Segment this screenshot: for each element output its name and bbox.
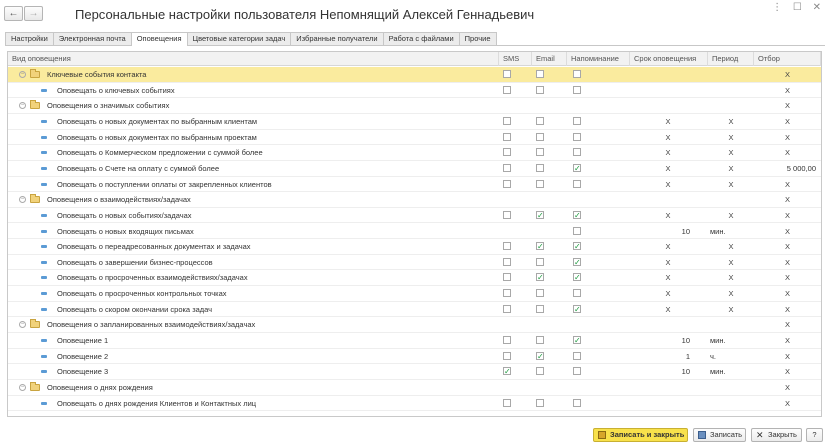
reminder-checkbox[interactable]: ✓ bbox=[574, 210, 581, 220]
reminder-checkbox[interactable] bbox=[573, 133, 581, 141]
collapse-toggle-icon[interactable]: − bbox=[20, 71, 25, 77]
tab-0[interactable]: Настройки bbox=[5, 32, 54, 45]
notification-item-icon bbox=[41, 402, 47, 405]
sms-checkbox[interactable] bbox=[503, 117, 511, 125]
email-checkbox[interactable]: ✓ bbox=[537, 273, 544, 283]
save-label: Записать bbox=[710, 430, 743, 439]
collapse-toggle-icon[interactable]: − bbox=[20, 384, 25, 390]
tab-1[interactable]: Электронная почта bbox=[53, 32, 132, 45]
notifications-table bbox=[7, 51, 822, 417]
column-header-sms[interactable]: SMS bbox=[499, 52, 532, 66]
row-name: Оповещать о поступлении оплаты от закрепленных клиентов bbox=[57, 179, 272, 189]
reminder-checkbox[interactable] bbox=[573, 289, 581, 297]
save-and-close-label: Записать и закрыть bbox=[610, 430, 685, 439]
email-checkbox[interactable]: ✓ bbox=[537, 210, 544, 220]
reminder-checkbox[interactable] bbox=[573, 117, 581, 125]
notification-item-icon bbox=[41, 308, 47, 311]
notification-item-icon bbox=[41, 89, 47, 92]
tab-6[interactable]: Прочие bbox=[459, 32, 497, 45]
row-name: Оповещать о новых входящих письмах bbox=[57, 226, 194, 236]
term-cell[interactable]: X bbox=[665, 289, 671, 299]
period-cell[interactable]: мин. bbox=[710, 226, 726, 236]
table-row[interactable] bbox=[8, 130, 821, 146]
table-row[interactable] bbox=[8, 114, 821, 130]
filter-cell[interactable]: X bbox=[784, 320, 790, 330]
table-row[interactable] bbox=[8, 255, 821, 271]
tab-4[interactable]: Избранные получатели bbox=[290, 32, 383, 45]
term-cell[interactable]: X bbox=[665, 116, 671, 126]
row-name: Оповещения о взаимодействиях/задачах bbox=[47, 195, 191, 205]
reminder-checkbox[interactable]: ✓ bbox=[574, 336, 581, 346]
tab-divider bbox=[5, 45, 825, 46]
filter-cell[interactable]: 5 000,00 bbox=[786, 163, 816, 173]
filter-cell[interactable]: X bbox=[784, 70, 790, 79]
row-name: Оповещение 1 bbox=[57, 336, 109, 346]
email-checkbox[interactable] bbox=[536, 86, 544, 94]
table-row[interactable] bbox=[8, 396, 821, 412]
notification-item-icon bbox=[41, 136, 47, 139]
reminder-checkbox[interactable] bbox=[573, 399, 581, 407]
sms-checkbox[interactable] bbox=[503, 86, 511, 94]
table-row[interactable] bbox=[8, 270, 821, 286]
row-name: Оповещение 2 bbox=[57, 351, 109, 361]
reminder-checkbox[interactable]: ✓ bbox=[574, 273, 581, 283]
group-row[interactable] bbox=[8, 380, 821, 396]
row-name: Оповещать о ключевых событиях bbox=[57, 85, 175, 95]
tab-2[interactable]: Оповещения bbox=[131, 32, 188, 46]
filter-cell[interactable]: X bbox=[784, 383, 790, 392]
row-name: Оповещения о значимых событиях bbox=[47, 101, 170, 111]
notification-item-icon bbox=[41, 355, 47, 358]
period-cell[interactable]: X bbox=[728, 257, 734, 267]
folder-icon bbox=[30, 321, 40, 328]
close-button[interactable] bbox=[751, 428, 802, 442]
sms-checkbox[interactable]: ✓ bbox=[504, 367, 511, 377]
term-cell[interactable]: X bbox=[665, 210, 671, 220]
row-name: Ключевые события контакта bbox=[47, 70, 147, 79]
sms-checkbox[interactable] bbox=[503, 289, 511, 297]
row-name: Оповещение 3 bbox=[57, 367, 109, 377]
notification-item-icon bbox=[41, 183, 47, 186]
help-button[interactable]: ? bbox=[806, 428, 823, 442]
notification-item-icon bbox=[41, 339, 47, 342]
row-name: Оповещать о днях рождения Клиентов и Контактных лиц bbox=[57, 398, 257, 408]
filter-cell[interactable]: X bbox=[784, 398, 790, 408]
reminder-checkbox[interactable]: ✓ bbox=[574, 257, 581, 267]
filter-cell[interactable]: X bbox=[784, 85, 790, 95]
period-cell[interactable]: X bbox=[728, 163, 734, 173]
reminder-checkbox[interactable] bbox=[573, 86, 581, 94]
folder-icon bbox=[30, 102, 40, 109]
notification-item-icon bbox=[41, 370, 47, 373]
notification-item-icon bbox=[41, 120, 47, 123]
reminder-checkbox[interactable] bbox=[573, 367, 581, 375]
column-header-term[interactable]: Срок оповещения bbox=[630, 52, 708, 66]
email-checkbox[interactable] bbox=[536, 305, 544, 313]
reminder-checkbox[interactable] bbox=[573, 352, 581, 360]
email-checkbox[interactable] bbox=[536, 180, 544, 188]
term-cell[interactable]: X bbox=[665, 273, 671, 283]
row-name: Оповещать о Коммерческом предложении с суммой более bbox=[57, 148, 263, 158]
term-cell[interactable]: 10 bbox=[681, 367, 690, 377]
row-name: Оповещать о скором окончании срока задач bbox=[57, 304, 213, 314]
filter-cell[interactable]: X bbox=[784, 148, 790, 158]
back-arrow-icon[interactable]: ← bbox=[4, 6, 23, 21]
filter-cell[interactable]: X bbox=[784, 273, 790, 283]
column-header-reminder[interactable]: Напоминание bbox=[567, 52, 630, 66]
term-cell[interactable]: X bbox=[665, 163, 671, 173]
table-row[interactable] bbox=[8, 286, 821, 302]
notification-item-icon bbox=[41, 230, 47, 233]
notification-item-icon bbox=[41, 292, 47, 295]
folder-icon bbox=[30, 71, 40, 78]
group-row[interactable] bbox=[8, 192, 821, 208]
email-checkbox[interactable] bbox=[536, 367, 544, 375]
filter-cell[interactable]: X bbox=[784, 289, 790, 299]
sms-checkbox[interactable] bbox=[503, 336, 511, 344]
filter-cell[interactable]: X bbox=[784, 116, 790, 126]
collapse-toggle-icon[interactable]: − bbox=[20, 321, 25, 328]
notification-item-icon bbox=[41, 151, 47, 154]
email-checkbox[interactable] bbox=[536, 289, 544, 297]
row-name: Оповещать о Счете на оплату с суммой более bbox=[57, 163, 220, 173]
sms-checkbox[interactable] bbox=[503, 399, 511, 407]
page-title: Персональные настройки пользователя Непомнящий Алексей Геннадьевич bbox=[75, 7, 535, 22]
email-checkbox[interactable] bbox=[536, 399, 544, 407]
term-cell[interactable]: 1 bbox=[685, 351, 690, 361]
folder-icon bbox=[30, 384, 40, 391]
tab-5[interactable]: Работа с файлами bbox=[383, 32, 460, 45]
period-cell[interactable]: X bbox=[728, 242, 734, 252]
tab-3[interactable]: Цветовые категории задач bbox=[187, 32, 292, 45]
term-cell[interactable]: X bbox=[665, 132, 671, 142]
filter-cell[interactable]: X bbox=[784, 242, 790, 252]
filter-cell[interactable]: X bbox=[784, 101, 790, 111]
table-header bbox=[8, 52, 821, 66]
row-name: Оповещать о новых событиях/задачах bbox=[57, 210, 192, 220]
sms-checkbox[interactable] bbox=[503, 352, 511, 360]
row-name: Оповещать о переадресованных документах и задачах bbox=[57, 242, 251, 252]
period-cell[interactable]: X bbox=[728, 116, 734, 126]
reminder-checkbox[interactable]: ✓ bbox=[574, 242, 581, 252]
sms-checkbox[interactable] bbox=[503, 258, 511, 266]
group-row[interactable] bbox=[8, 317, 821, 333]
email-checkbox[interactable] bbox=[536, 336, 544, 344]
email-checkbox[interactable] bbox=[536, 117, 544, 125]
sms-checkbox[interactable] bbox=[503, 164, 511, 172]
folder-icon bbox=[30, 196, 40, 203]
save-and-close-button[interactable] bbox=[593, 428, 688, 442]
term-cell[interactable]: 10 bbox=[681, 336, 690, 346]
sms-checkbox[interactable] bbox=[503, 273, 511, 281]
period-cell[interactable]: X bbox=[728, 304, 734, 314]
email-checkbox[interactable] bbox=[536, 258, 544, 266]
table-row[interactable] bbox=[8, 208, 821, 224]
filter-cell[interactable]: X bbox=[784, 210, 790, 220]
email-checkbox[interactable] bbox=[536, 133, 544, 141]
filter-cell[interactable]: X bbox=[784, 304, 790, 314]
notification-item-icon bbox=[41, 276, 47, 279]
email-checkbox[interactable] bbox=[536, 70, 544, 78]
sms-checkbox[interactable] bbox=[503, 305, 511, 313]
notification-item-icon bbox=[41, 261, 47, 264]
email-checkbox[interactable]: ✓ bbox=[537, 242, 544, 252]
period-cell[interactable]: ч. bbox=[710, 351, 716, 361]
filter-cell[interactable]: X bbox=[784, 351, 790, 361]
period-cell[interactable]: мин. bbox=[710, 336, 726, 346]
filter-cell[interactable]: X bbox=[784, 336, 790, 346]
reminder-checkbox[interactable] bbox=[573, 148, 581, 156]
sms-checkbox[interactable] bbox=[503, 180, 511, 188]
term-cell[interactable]: X bbox=[665, 257, 671, 267]
column-header-kind[interactable]: Вид оповещения bbox=[8, 52, 499, 66]
sms-checkbox[interactable] bbox=[503, 70, 511, 78]
filter-cell[interactable]: X bbox=[784, 179, 790, 189]
sms-checkbox[interactable] bbox=[503, 211, 511, 219]
row-name: Оповещать о просроченных взаимодействиях/задачах bbox=[57, 273, 248, 283]
reminder-checkbox[interactable] bbox=[573, 227, 581, 235]
filter-cell[interactable]: X bbox=[784, 132, 790, 142]
email-checkbox[interactable]: ✓ bbox=[537, 351, 544, 361]
table-row[interactable] bbox=[8, 364, 821, 380]
term-cell[interactable]: X bbox=[665, 242, 671, 252]
title-bar bbox=[0, 0, 830, 30]
row-name: Оповещать о новых документах по выбранным клиентам bbox=[57, 116, 258, 126]
table-row[interactable] bbox=[8, 333, 821, 349]
period-cell[interactable]: мин. bbox=[710, 367, 726, 377]
row-name: Оповещать о просроченных контрольных точках bbox=[57, 289, 227, 299]
close-label: Закрыть bbox=[768, 430, 797, 439]
period-cell[interactable]: X bbox=[728, 289, 734, 299]
period-cell[interactable]: X bbox=[728, 179, 734, 189]
save-icon bbox=[698, 431, 706, 439]
notification-item-icon bbox=[41, 167, 47, 170]
column-header-period[interactable]: Период bbox=[708, 52, 754, 66]
row-name: Оповещения о днях рождения bbox=[47, 383, 153, 392]
tab-strip bbox=[5, 32, 496, 45]
forward-arrow-icon[interactable]: → bbox=[24, 6, 43, 21]
table-row[interactable] bbox=[8, 83, 821, 99]
table-row[interactable] bbox=[8, 349, 821, 365]
period-cell[interactable]: X bbox=[728, 148, 734, 158]
group-row[interactable] bbox=[8, 67, 821, 83]
sms-checkbox[interactable] bbox=[503, 148, 511, 156]
term-cell[interactable]: X bbox=[665, 179, 671, 189]
save-button[interactable] bbox=[693, 428, 746, 442]
filter-cell[interactable]: X bbox=[784, 257, 790, 267]
table-row[interactable] bbox=[8, 177, 821, 193]
sms-checkbox[interactable] bbox=[503, 133, 511, 141]
column-header-email[interactable]: Email bbox=[532, 52, 567, 66]
sms-checkbox[interactable] bbox=[503, 242, 511, 250]
table-row[interactable] bbox=[8, 302, 821, 318]
close-icon: ✕ bbox=[756, 430, 764, 440]
reminder-checkbox[interactable] bbox=[573, 70, 581, 78]
filter-cell[interactable]: X bbox=[784, 195, 790, 205]
table-row[interactable] bbox=[8, 239, 821, 255]
group-row[interactable] bbox=[8, 98, 821, 114]
term-cell[interactable]: X bbox=[665, 148, 671, 158]
table-row[interactable] bbox=[8, 161, 821, 177]
row-name: Оповещать о новых документах по выбранным проектам bbox=[57, 132, 257, 142]
notification-item-icon bbox=[41, 214, 47, 217]
collapse-toggle-icon[interactable]: − bbox=[20, 102, 25, 109]
email-checkbox[interactable] bbox=[536, 164, 544, 172]
period-cell[interactable]: X bbox=[728, 132, 734, 142]
period-cell[interactable]: X bbox=[728, 210, 734, 220]
notification-item-icon bbox=[41, 245, 47, 248]
row-name: Оповещать о завершении бизнес-процессов bbox=[57, 257, 213, 267]
filter-cell[interactable]: X bbox=[784, 367, 790, 377]
table-row[interactable] bbox=[8, 145, 821, 161]
column-header-filter[interactable]: Отбор bbox=[754, 52, 821, 66]
term-cell[interactable]: X bbox=[665, 304, 671, 314]
reminder-checkbox[interactable] bbox=[573, 180, 581, 188]
table-row[interactable] bbox=[8, 224, 821, 240]
window-controls-icon[interactable]: ⋮ ☐ ✕ bbox=[772, 2, 825, 13]
row-name: Оповещения о запланированных взаимодействиях/задачах bbox=[47, 320, 256, 330]
collapse-toggle-icon[interactable]: − bbox=[20, 196, 25, 203]
term-cell[interactable]: 10 bbox=[681, 226, 690, 236]
email-checkbox[interactable] bbox=[536, 148, 544, 156]
reminder-checkbox[interactable]: ✓ bbox=[574, 304, 581, 314]
filter-cell[interactable]: X bbox=[784, 226, 790, 236]
period-cell[interactable]: X bbox=[728, 273, 734, 283]
reminder-checkbox[interactable]: ✓ bbox=[574, 163, 581, 173]
save-icon bbox=[598, 431, 606, 439]
